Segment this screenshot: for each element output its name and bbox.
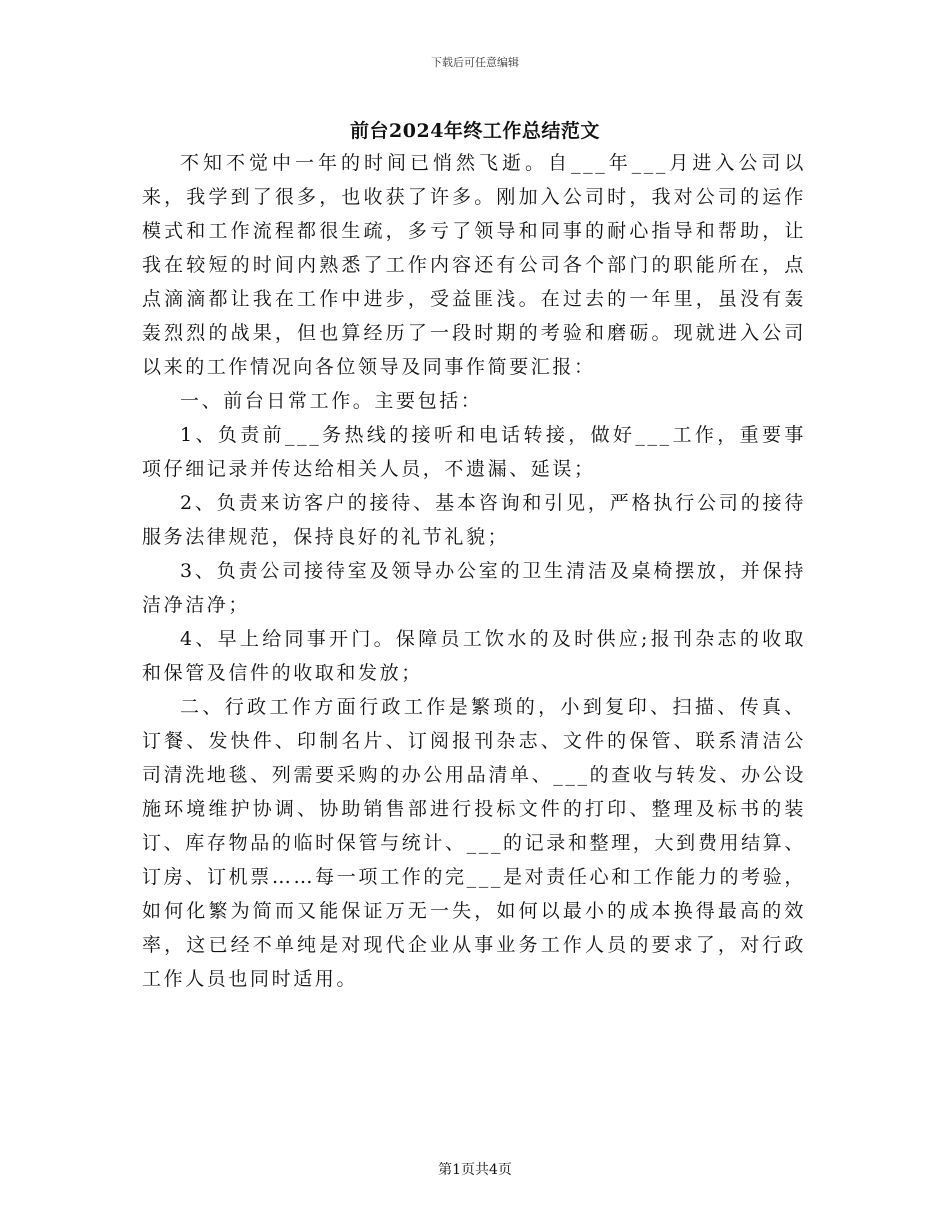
page-number: 第1页共4页 <box>438 1162 512 1178</box>
paragraph-item-4: 4、早上给同事开门。保障员工饮水的及时供应;报刊杂志的收取和保管及信件的收取和发放； <box>142 628 806 684</box>
document-title: 前台2024年终工作总结范文 <box>350 120 600 142</box>
paragraph-item-3: 3、负责公司接待室及领导办公室的卫生清洁及桌椅摆放，并保持洁净洁净； <box>142 560 806 616</box>
paragraph-item-1: 1、负责前___务热线的接听和电话转接，做好___工作，重要事项仔细记录并传达给相关人员，不遗漏、延误； <box>142 424 806 480</box>
paragraph-item-2: 2、负责来访客户的接待、基本咨询和引见，严格执行公司的接待服务法律规范，保持良好的礼节礼貌； <box>142 492 806 548</box>
header-note: 下载后可任意编辑 <box>431 56 519 69</box>
paragraph-intro: 不知不觉中一年的时间已悄然飞逝。自___年___月进入公司以来，我学到了很多，也收获了许多。刚加入公司时，我对公司的运作模式和工作流程都很生疏，多亏了领导和同事的耐心指导和帮助，让我在较短的时间内熟悉了工作内容还有公司各个部门的职能所在，点点滴滴都让我在工作中进步，受益匪浅。在过去的一年里，虽没有轰轰烈烈的战果，但也算经历了一段时期的考验和磨砺。现就进入公司以来的工作情况向各位领导及同事作简要汇报： <box>142 152 806 378</box>
document-body <box>142 146 806 996</box>
paragraph-section-1-heading: 一、前台日常工作。主要包括： <box>180 390 483 412</box>
paragraph-section-2: 二、行政工作方面行政工作是繁琐的，小到复印、扫描、传真、订餐、发快件、印制名片、订阅报刊杂志、文件的保管、联系清洁公司清洗地毯、列需要采购的办公用品清单、___的查收与转发、办公设施环境维护协调、协助销售部进行投标文件的打印、整理及标书的装订、库存物品的临时保管与统计、___的记录和整理，大到费用结算、订房、订机票……每一项工作的完___是对责任心和工作能力的考验，如何化繁为简而又能保证万无一失，如何以最小的成本换得最高的效率，这已经不单纯是对现代企业从事业务工作人员的要求了，对行政工作人员也同时适用。 <box>142 696 806 990</box>
